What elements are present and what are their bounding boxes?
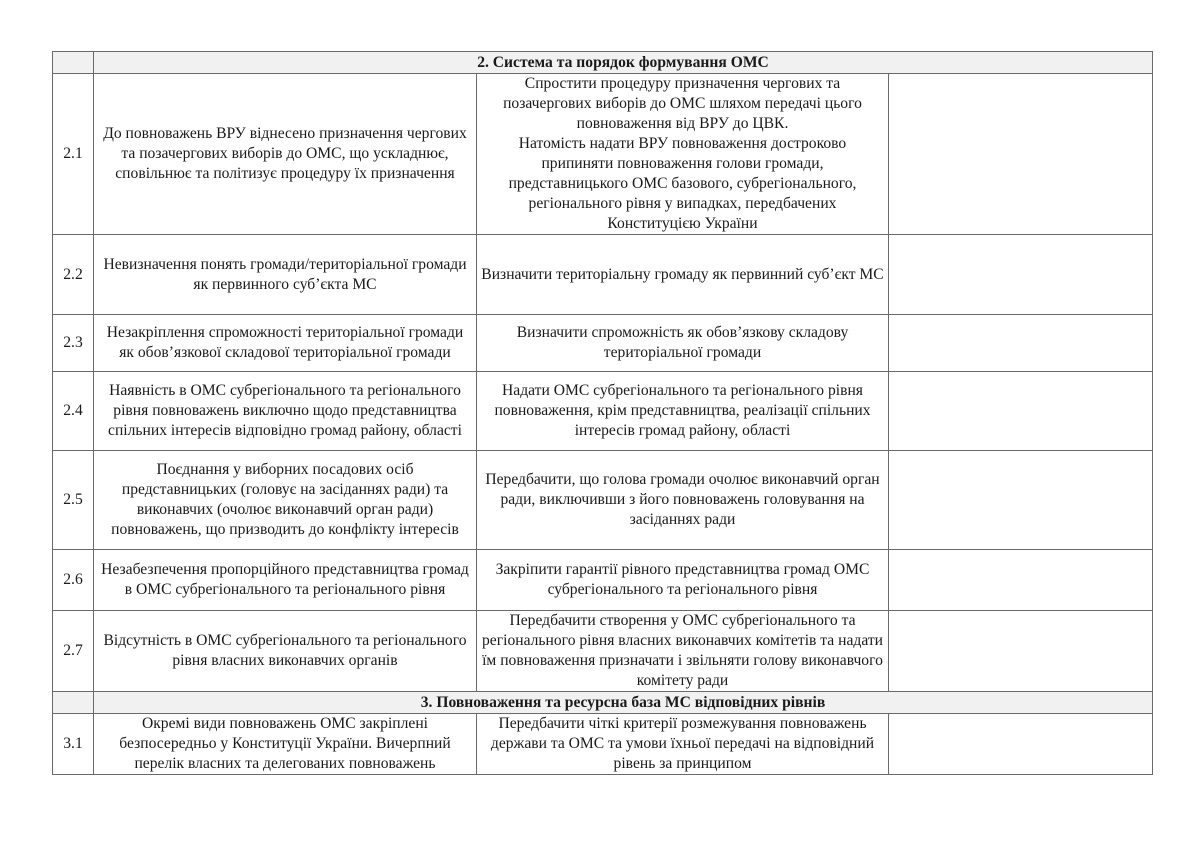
row-number: 2.3: [53, 315, 94, 372]
note-cell: [889, 611, 1153, 692]
row-number: 2.4: [53, 372, 94, 451]
solution-cell: [477, 74, 889, 235]
solution-cell: Надати ОМС субрегіонального та регіонального рівня повноваження, крім представництва, реалізації спільних інтересів громад району, області: [477, 372, 889, 451]
row-number: 2.1: [53, 74, 94, 235]
section-header-row: [53, 692, 1153, 714]
table-row: [53, 714, 1153, 775]
problem-cell: Відсутність в ОМС субрегіонального та регіонального рівня власних виконавчих органів: [94, 611, 477, 692]
section-number-cell: [53, 692, 94, 714]
row-number: 2.7: [53, 611, 94, 692]
problem-cell: Наявність в ОМС субрегіонального та регіонального рівня повноважень виключно щодо представництва спільних інтересів відповідно громад району, області: [94, 372, 477, 451]
section-title: 2. Система та порядок формування ОМС: [94, 52, 1153, 74]
section-header-row: [53, 52, 1153, 74]
solution-cell: Закріпити гарантії рівного представництва громад ОМС субрегіонального та регіонального рівня: [477, 550, 889, 611]
row-number: 3.1: [53, 714, 94, 775]
problem-cell: Окремі види повноважень ОМС закріплені безпосередньо у Конституції України. Вичерпний перелік власних та делегованих повноважень: [94, 714, 477, 775]
solution-cell: Передбачити чіткі критерії розмежування повноважень держави та ОМС та умови їхньої передачі на відповідний рівень за принципом: [477, 714, 889, 775]
table-row: [53, 235, 1153, 315]
problem-cell: Невизначення понять громади/територіальної громади як первинного суб’єкта МС: [94, 235, 477, 315]
row-number: 2.2: [53, 235, 94, 315]
note-cell: [889, 714, 1153, 775]
note-cell: [889, 74, 1153, 235]
table-row: [53, 611, 1153, 692]
note-cell: [889, 372, 1153, 451]
table-row: [53, 372, 1153, 451]
solution-cell: Передбачити створення у ОМС субрегіонального та регіонального рівня власних виконавчих комітетів та надати їм повноваження призначати і звільняти голову виконавчого комітету ради: [477, 611, 889, 692]
solution-cell: Визначити територіальну громаду як первинний суб’єкт МС: [477, 235, 889, 315]
note-cell: [889, 550, 1153, 611]
note-cell: [889, 315, 1153, 372]
note-cell: [889, 451, 1153, 550]
section-number-cell: [53, 52, 94, 74]
table-row: [53, 74, 1153, 235]
problem-cell: Незабезпечення пропорційного представництва громад в ОМС субрегіонального та регіонального рівня: [94, 550, 477, 611]
row-number: 2.6: [53, 550, 94, 611]
solution-paragraph: Спростити процедуру призначення чергових та позачергових виборів до ОМС шляхом передачі цього повноваження від ВРУ до ЦВК.: [503, 75, 862, 132]
note-cell: [889, 235, 1153, 315]
problem-cell: До повноважень ВРУ віднесено призначення чергових та позачергових виборів до ОМС, що ускладнює, сповільнює та політизує процедуру їх призначення: [94, 74, 477, 235]
solution-cell: Передбачити, що голова громади очолює виконавчий орган ради, виключивши з його повноважень головування на засіданнях ради: [477, 451, 889, 550]
problem-cell: Незакріплення спроможності територіальної громади як обов’язкової складової територіальної громади: [94, 315, 477, 372]
solution-cell: Визначити спроможність як обов’язкову складову територіальної громади: [477, 315, 889, 372]
proposals-table: [52, 51, 1153, 775]
row-number: 2.5: [53, 451, 94, 550]
table-row: [53, 451, 1153, 550]
table-row: [53, 315, 1153, 372]
solution-paragraph: Натомість надати ВРУ повноваження достроково припиняти повноваження голови громади, представницького ОМС базового, субрегіонального, регіонального рівня у випадках, передбачених Конституцією України: [508, 135, 857, 232]
problem-cell: Поєднання у виборних посадових осіб представницьких (головує на засіданнях ради) та виконавчих (очолює виконавчий орган ради) повноважень, що призводить до конфлікту інтересів: [94, 451, 477, 550]
section-title: 3. Повноваження та ресурсна база МС відповідних рівнів: [94, 692, 1153, 714]
table-row: [53, 550, 1153, 611]
